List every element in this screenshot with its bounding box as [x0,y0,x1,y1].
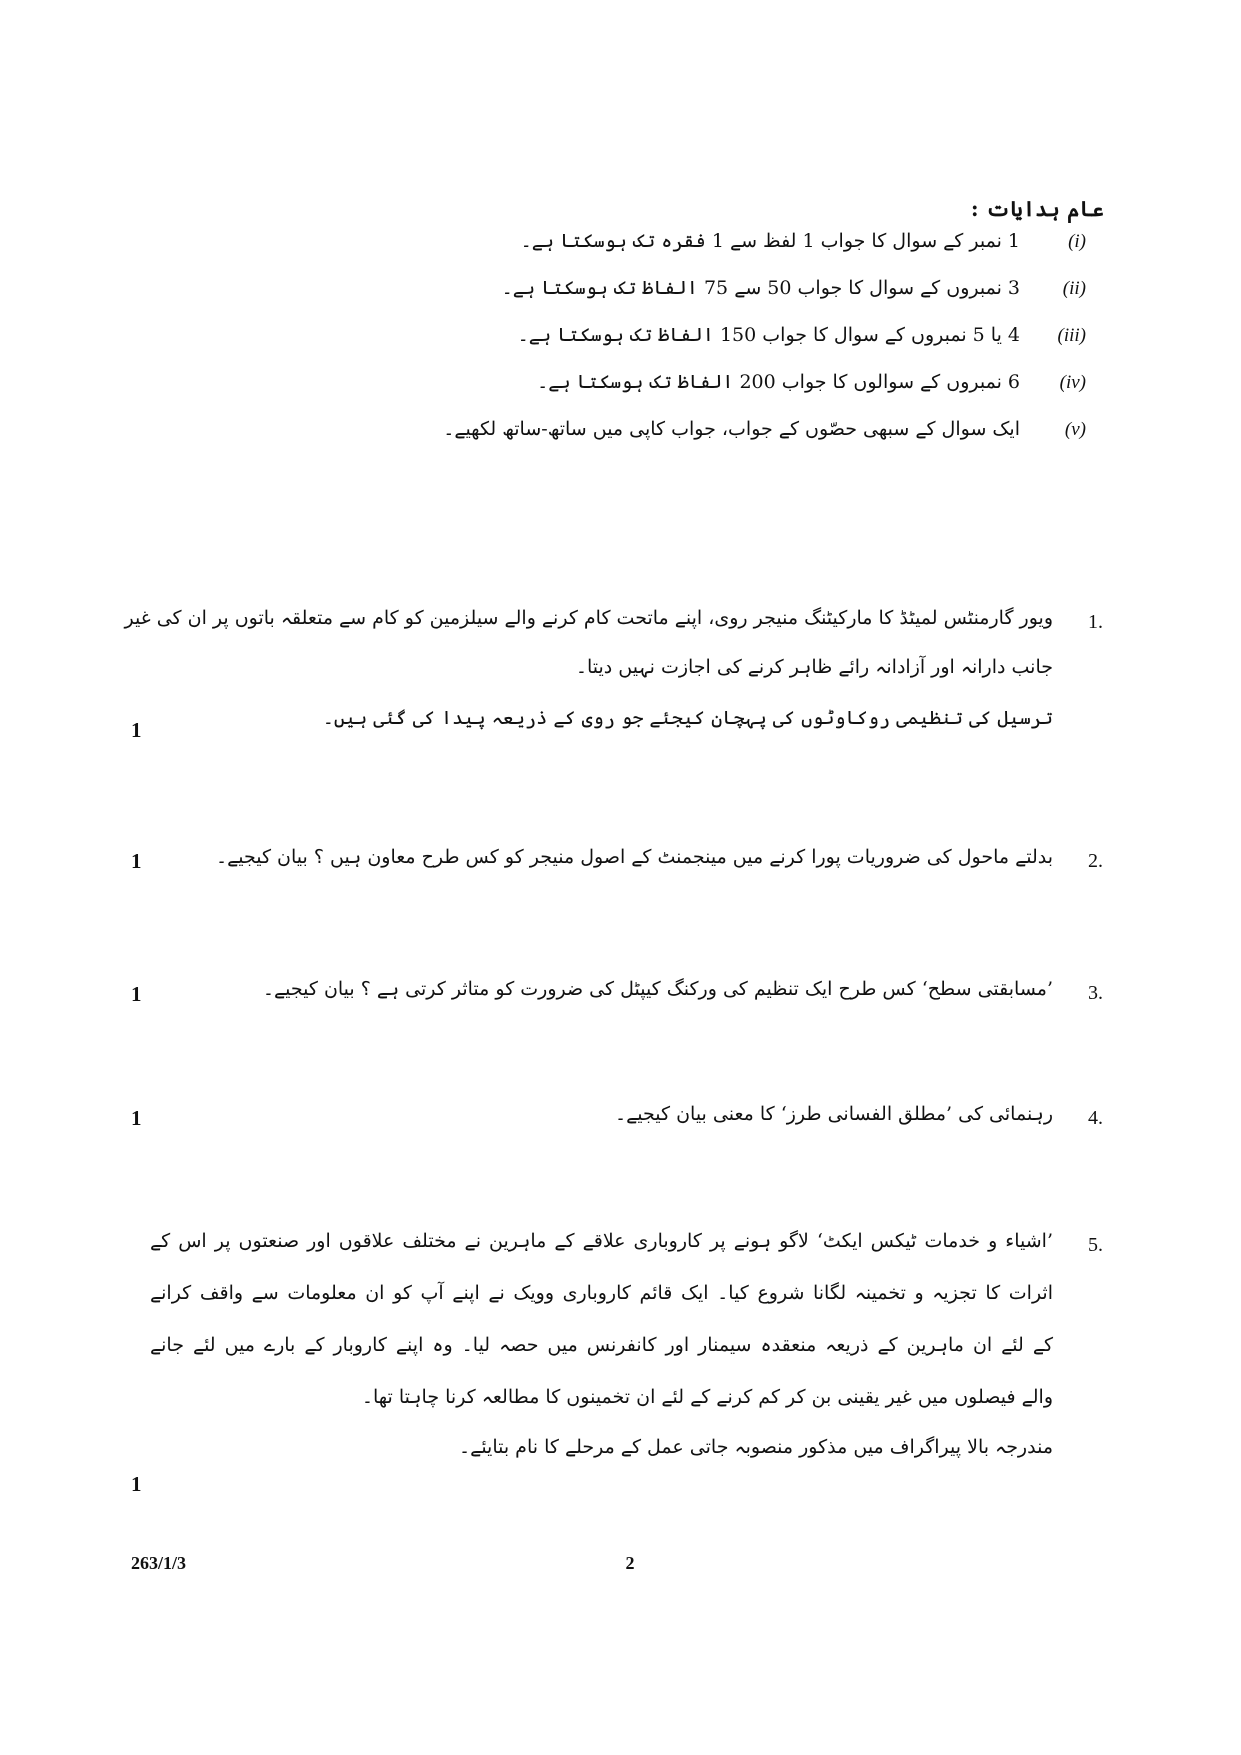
instruction-number: (iii) [1057,325,1086,346]
instructions-heading: عام ہدایات : [970,196,1104,221]
instruction-item [518,324,1086,347]
question-text-line: بدلتے ماحول کی ضروریات پورا کرنے میں مینجمنٹ کے اصول منیجر کو کس طرح معاون ہیں ؟ بیان کیجیے۔ [215,846,1053,868]
question-text-line: ویور گارمنٹس لمیٹڈ کا مارکیٹنگ منیجر روی، اپنے ماتحت کام کرنے والے سیلزمین کو کام سے متعلقہ باتوں پر ان کی غیر [124,607,1053,629]
instruction-number: (iv) [1059,372,1086,393]
question-number: 1. [1088,611,1103,633]
question-text-line: اثرات کا تجزیہ و تخمینہ لگانا شروع کیا۔ ایک قائم کاروباری وویک نے اپنے آپ کو ان معلومات سے واقف کرانے [150,1282,1053,1304]
instruction-item [443,418,1086,441]
question-text-line: ’مسابقتی سطح‘ کس طرح ایک تنظیم کی ورکنگ کیپٹل کی ضرورت کو متاثر کرتی ہے ؟ بیان کیجیے۔ [262,978,1053,1000]
question-text-line: کے لئے ان ماہرین کے ذریعہ منعقدہ سیمنار اور کانفرنس میں حصہ لیا۔ وہ اپنے کاروبار کے بارے میں لئے جانے [150,1334,1053,1356]
question-text-line: والے فیصلوں میں غیر یقینی بن کر کم کرنے کے لئے ان تخمینوں کا مطالعہ کرنا چاہتا تھا۔ [361,1386,1053,1408]
question-text-line: مندرجہ بالا پیراگراف میں مذکور منصوبہ جاتی عمل کے مرحلے کا نام بتایئے۔ [459,1436,1053,1458]
question-number: 3. [1088,982,1103,1004]
instruction-number: (v) [1064,419,1086,440]
instruction-text: 4 یا 5 نمبروں کے سوال کا جواب 150 الفاظ تک ہوسکتا ہے۔ [517,324,1020,346]
question-text-line: جانب دارانہ اور آزادانہ رائے ظاہر کرنے کی اجازت نہیں دیتا۔ [575,656,1053,678]
instruction-text: 1 نمبر کے سوال کا جواب 1 لفظ سے 1 فقرہ تک ہوسکتا ہے۔ [520,230,1020,252]
question-number: 5. [1088,1234,1103,1256]
page-number: 2 [625,1553,635,1573]
instruction-number: (i) [1068,231,1086,252]
instruction-item [521,230,1086,253]
question-number: 4. [1088,1107,1103,1129]
question-number: 2. [1088,850,1103,872]
question-marks: 1 [131,1472,142,1496]
instruction-text: ایک سوال کے سبھی حصّوں کے جواب، جواب کاپی میں ساتھ-ساتھ لکھیے۔ [443,418,1020,440]
instruction-item [537,371,1086,394]
question-marks: 1 [131,1106,142,1130]
instruction-text: 6 نمبروں کے سوالوں کا جواب 200 الفاظ تک ہوسکتا ہے۔ [537,371,1020,393]
paper-code: 263/1/3 [131,1553,187,1573]
question-text-line: ’اشیاء و خدمات ٹیکس ایکٹ‘ لاگو ہونے پر کاروباری علاقے کے ماہرین نے مختلف علاقوں اور صنعتوں پر اس کے [150,1230,1053,1252]
question-text-line: رہنمائی کی ’مطلق الفسانی طرز‘ کا معنی بیان کیجیے۔ [615,1103,1053,1125]
instruction-number: (ii) [1062,278,1086,299]
instruction-text: 3 نمبروں کے سوال کا جواب 50 سے 75 الفاظ تک ہوسکتا ہے۔ [501,277,1020,299]
instruction-item [502,277,1086,300]
question-marks: 1 [131,849,142,873]
question-marks: 1 [131,718,142,742]
question-text-line: ترسیل کی تنظیمی روکاوٹوں کی پہچان کیجئے جو روی کے ذریعہ پیدا کی گئی ہیں۔ [322,707,1053,729]
question-marks: 1 [131,982,142,1006]
